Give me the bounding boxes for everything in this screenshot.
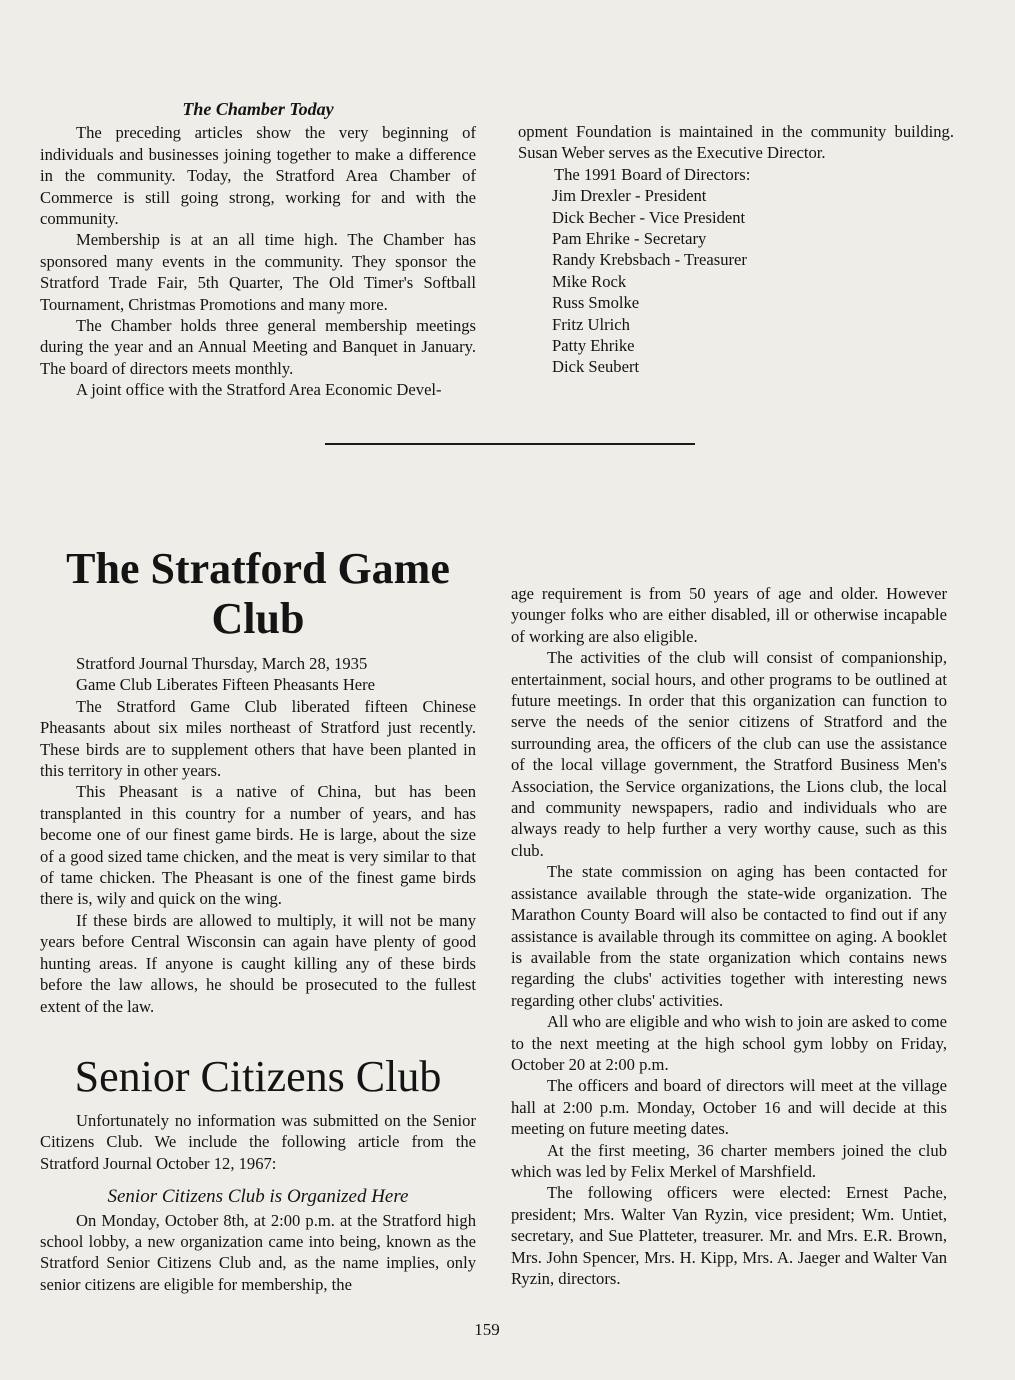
game-club-title-line2: Club <box>211 594 305 643</box>
chamber-paragraph: The Chamber holds three general membership meetings during the year and an Annual Meeting and Banquet in January. The board of directors meets monthly. <box>40 316 476 378</box>
board-member: Fritz Ulrich <box>552 314 630 334</box>
senior-subheading: Senior Citizens Club is Organized Here <box>107 1186 409 1208</box>
board-member: Dick Seubert <box>552 357 640 377</box>
chamber-left-column <box>40 99 476 401</box>
article-source: Stratford Journal Thursday, March 28, 1935 <box>76 654 368 673</box>
senior-club-title: Senior Citizens Club <box>74 1052 442 1101</box>
board-member: Randy Krebsbach - Treasurer <box>552 250 747 270</box>
chamber-paragraph: Membership is at an all time high. The Chamber has sponsored many events in the community. They sponsor the Stratford Trade Fair, 5th Quarter, The Old Timer's Softball Tournament, Christmas Promotions and many more. <box>40 230 476 314</box>
board-member: Patty Ehrike <box>552 336 635 356</box>
senior-paragraph: age requirement is from 50 years of age and older. However younger folks who are either disabled, ill or otherwise incapable of working are also eligible. <box>511 584 947 646</box>
board-member: Pam Ehrike - Secretary <box>552 229 707 249</box>
senior-club-left-column <box>40 1110 476 1295</box>
chamber-heading: The Chamber Today <box>182 99 334 119</box>
board-member: Dick Becher - Vice President <box>552 207 746 227</box>
board-member: Russ Smolke <box>552 293 640 313</box>
article-headline: Game Club Liberates Fifteen Pheasants Here <box>76 675 376 695</box>
game-club-title <box>40 544 476 644</box>
board-heading: The 1991 Board of Directors: <box>554 164 751 184</box>
game-club-title-line1: The Stratford Game <box>66 544 450 593</box>
page-number: 159 <box>474 1320 500 1339</box>
chamber-paragraph: opment Foundation is maintained in the community building. Susan Weber serves as the Executive Director. <box>518 122 954 163</box>
chamber-right-column <box>518 121 954 378</box>
senior-paragraph: All who are eligible and who wish to join are asked to come to the next meeting at the high school gym lobby on Friday, October 20 at 2:00 p.m. <box>511 1012 947 1074</box>
section-divider <box>325 443 695 445</box>
senior-intro: Unfortunately no information was submitted on the Senior Citizens Club. We include the following article from the Stratford Journal October 12, 1967: <box>40 1111 476 1173</box>
chamber-paragraph: The preceding articles show the very beginning of individuals and businesses joining together to make a difference in the community. Today, the Stratford Area Chamber of Commerce is still going strong, working for and with the community. <box>40 123 476 229</box>
game-club-article <box>40 653 476 1017</box>
board-of-directors-list <box>518 185 954 378</box>
board-member: Jim Drexler - President <box>552 186 707 206</box>
senior-paragraph: The officers and board of directors will meet at the village hall at 2:00 p.m. Monday, October 16 and will decide at this meeting on future meeting dates. <box>511 1076 947 1139</box>
board-member: Mike Rock <box>552 271 627 291</box>
game-club-paragraph: If these birds are allowed to multiply, it will not be many years before Central Wisconsin can again have plenty of good hunting areas. If anyone is caught killing any of these birds before the law allows, he should be prosecuted to the fullest extent of the law. <box>40 910 476 1016</box>
game-club-paragraph: This Pheasant is a native of China, but has been transplanted in this country for a number of years, and has become one of our finest game birds. He is large, about the size of a good sized tame chicken, and the meat is very similar to that of tame chicken. The Pheasant is one of the finest game birds there is, wily and quick on the wing. <box>40 782 476 909</box>
senior-paragraph: The state commission on aging has been contacted for assistance available through the state-wide organization. The Marathon County Board will also be contacted to find out if any assistance is available through its committee on aging. A booklet is available from the state organization which contains news regarding the clubs' activities together with interesting news regarding other clubs' activities. <box>511 862 947 1010</box>
senior-paragraph: At the first meeting, 36 charter members joined the club which was led by Felix Merkel of Marshfield. <box>511 1140 947 1181</box>
chamber-paragraph: A joint office with the Stratford Area Economic Devel- <box>76 380 442 400</box>
game-club-paragraph: The Stratford Game Club liberated fifteen Chinese Pheasants about six miles northeast of Stratford just recently. These birds are to supplement others that have been planted in this territory in other years. <box>40 696 476 781</box>
senior-paragraph: On Monday, October 8th, at 2:00 p.m. at the Stratford high school lobby, a new organization came into being, known as the Stratford Senior Citizens Club and, as the name implies, only senior citizens are eligible for membership, the <box>40 1210 476 1294</box>
senior-club-right-column <box>511 583 947 1289</box>
senior-paragraph: The activities of the club will consist of companionship, entertainment, social hours, and other programs to be outlined at future meetings. In order that this organization can function to serve the needs of the senior citizens of Stratford and the surrounding area, the officers of the club can use the assistance of the local village government, the Stratford Business Men's Association, the Service organizations, the Lions club, the local and community newspapers, radio and individuals who are always ready to help further a very worthy cause, such as this club. <box>511 648 947 860</box>
senior-paragraph: The following officers were elected: Ernest Pache, president; Mrs. Walter Van Ryzin, vice president; Wm. Untiet, secretary, and Sue Platteter, treasurer. Mr. and Mrs. E.R. Brown, Mrs. John Spencer, Mrs. H. Kipp, Mrs. A. Jaeger and Walter Van Ryzin, directors. <box>511 1183 947 1288</box>
